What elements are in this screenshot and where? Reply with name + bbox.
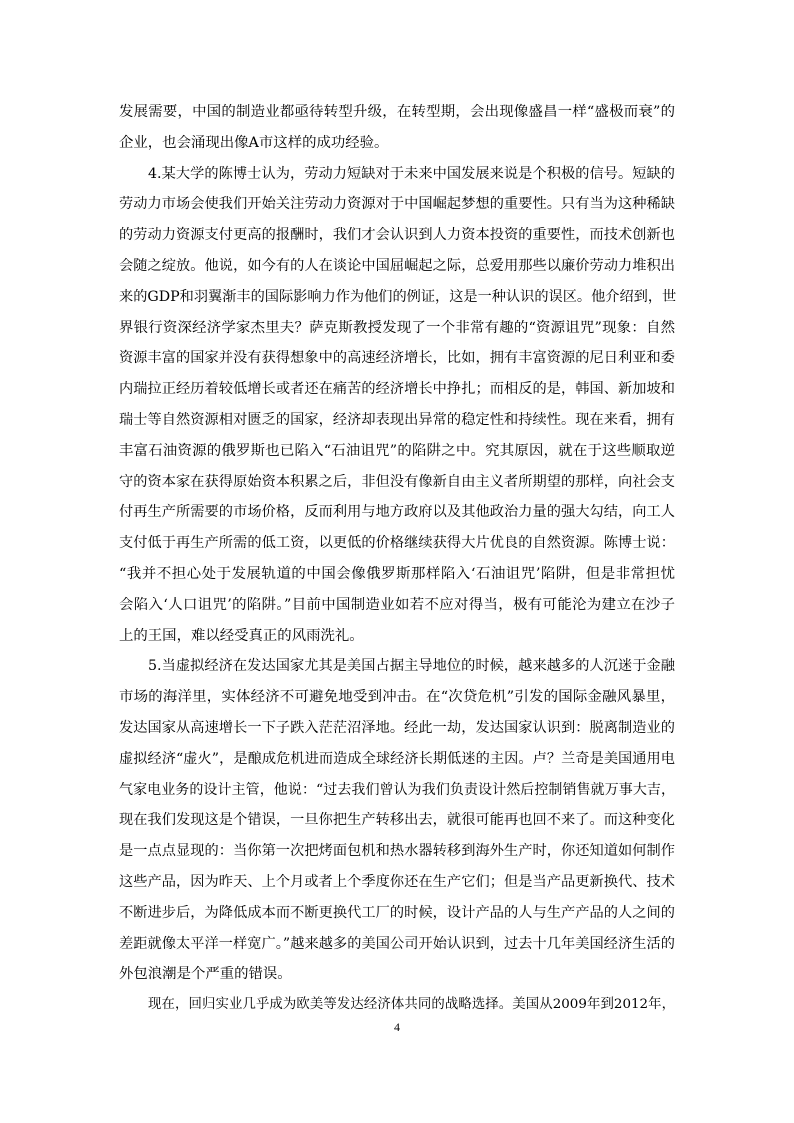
text-line: 是一点点显现的：当你第一次把烤面包机和热水器转移到海外生产时，你还知道如何制作 xyxy=(119,843,675,860)
text-line: “我并不担心处于发展轨道的中国会像俄罗斯那样陷入‘石油诅咒’陷阱，但是非常担忧 xyxy=(119,566,675,582)
text-line: 发展需要，中国的制造业都亟待转型升级，在转型期，会出现像盛昌一样“盛极而衰”的 xyxy=(119,104,675,120)
text-line: 界银行资深经济学家杰里夫？萨克斯教授发现了一个非常有趣的“资源诅咒”现象：自然 xyxy=(119,319,675,336)
text-line: 气家电业务的设计主管，他说：“过去我们曾认为我们负责设计然后控制销售就万事大吉， xyxy=(119,781,675,798)
text-line: 虚拟经济“虚火”，是酿成危机进而造成全球经济长期低迷的主因。卢？兰奇是美国通用电 xyxy=(119,750,675,767)
text-line: 的劳动力资源支付更高的报酬时，我们才会认识到人力资本投资的重要性，而技术创新也 xyxy=(119,227,675,244)
text-line: 企业，也会涌现出像A市这样的成功经验。 xyxy=(119,134,389,151)
text-line: 丰富石油资源的俄罗斯也已陷入“石油诅咒”的陷阱之中。究其原因，就在于这些顺取逆 xyxy=(119,442,675,459)
text-line: 市场的海洋里，实体经济不可避免地受到冲击。在“次贷危机”引发的国际金融风暴里， xyxy=(119,689,675,706)
text-line: 4.某大学的陈博士认为，劳动力短缺对于未来中国发展来说是个积极的信号。短缺的 xyxy=(148,165,675,182)
text-line: 资源丰富的国家并没有获得想象中的高速经济增长，比如，拥有丰富资源的尼日利亚和委 xyxy=(119,350,675,367)
text-line: 5.当虚拟经济在发达国家尤其是美国占据主导地位的时候，越来越多的人沉迷于金融 xyxy=(148,658,675,675)
text-line: 会随之绽放。他说，如今有的人在谈论中国屈崛起之际，总爱用那些以廉价劳动力堆积出 xyxy=(119,258,675,274)
text-line: 会陷入‘人口诅咒’的陷阱。”目前中国制造业如若不应对得当，极有可能沦为建立在沙子 xyxy=(119,596,675,613)
text-line: 不断进步后，为降低成本而不断更换代工厂的时候，设计产品的人与生产产品的人之间的 xyxy=(119,904,675,921)
text-line: 现在，回归实业几乎成为欧美等发达经济体共同的战略选择。美国从2009年到2012年， xyxy=(148,997,675,1013)
text-line: 来的GDP和羽翼渐丰的国际影响力作为他们的例证，这是一种认识的误区。他介绍到，世 xyxy=(119,288,677,305)
text-line: 现在我们发现这是个错误，一旦你把生产转移出去，就很可能再也回不来了。而这种变化 xyxy=(119,812,675,829)
text-line: 发达国家从高速增长一下子跌入茫茫沼泽地。经此一劫，发达国家认识到：脱离制造业的 xyxy=(119,720,675,736)
text-line: 上的王国，难以经受真正的风雨洗礼。 xyxy=(119,627,364,644)
text-line: 内瑞拉正经历着较低增长或者还在痛苦的经济增长中挣扎；而相反的是，韩国、新加坡和 xyxy=(119,381,675,398)
text-line: 付再生产所需要的市场价格，反而利用与地方政府以及其他政治力量的强大勾结，向工人 xyxy=(119,504,675,521)
text-line: 外包浪潮是个严重的错误。 xyxy=(119,966,292,983)
text-line: 支付低于再生产所需的低工资，以更低的价格继续获得大片优良的自然资源。陈博士说： xyxy=(119,535,675,552)
page-number: 4 xyxy=(394,1020,400,1034)
text-line: 瑞士等自然资源相对匮乏的国家，经济却表现出异常的稳定性和持续性。现在来看，拥有 xyxy=(119,412,675,428)
text-line: 劳动力市场会使我们开始关注劳动力资源对于中国崛起梦想的重要性。只有当为这种稀缺 xyxy=(119,196,675,213)
text-line: 这些产品，因为昨天、上个月或者上个季度你还在生产它们；但是当产品更新换代、技术 xyxy=(119,874,675,890)
text-line: 差距就像太平洋一样宽广。”越来越多的美国公司开始认识到，过去十几年美国经济生活的 xyxy=(119,935,675,952)
text-line: 守的资本家在获得原始资本积累之后，非但没有像新自由主义者所期望的那样，向社会支 xyxy=(119,473,675,490)
